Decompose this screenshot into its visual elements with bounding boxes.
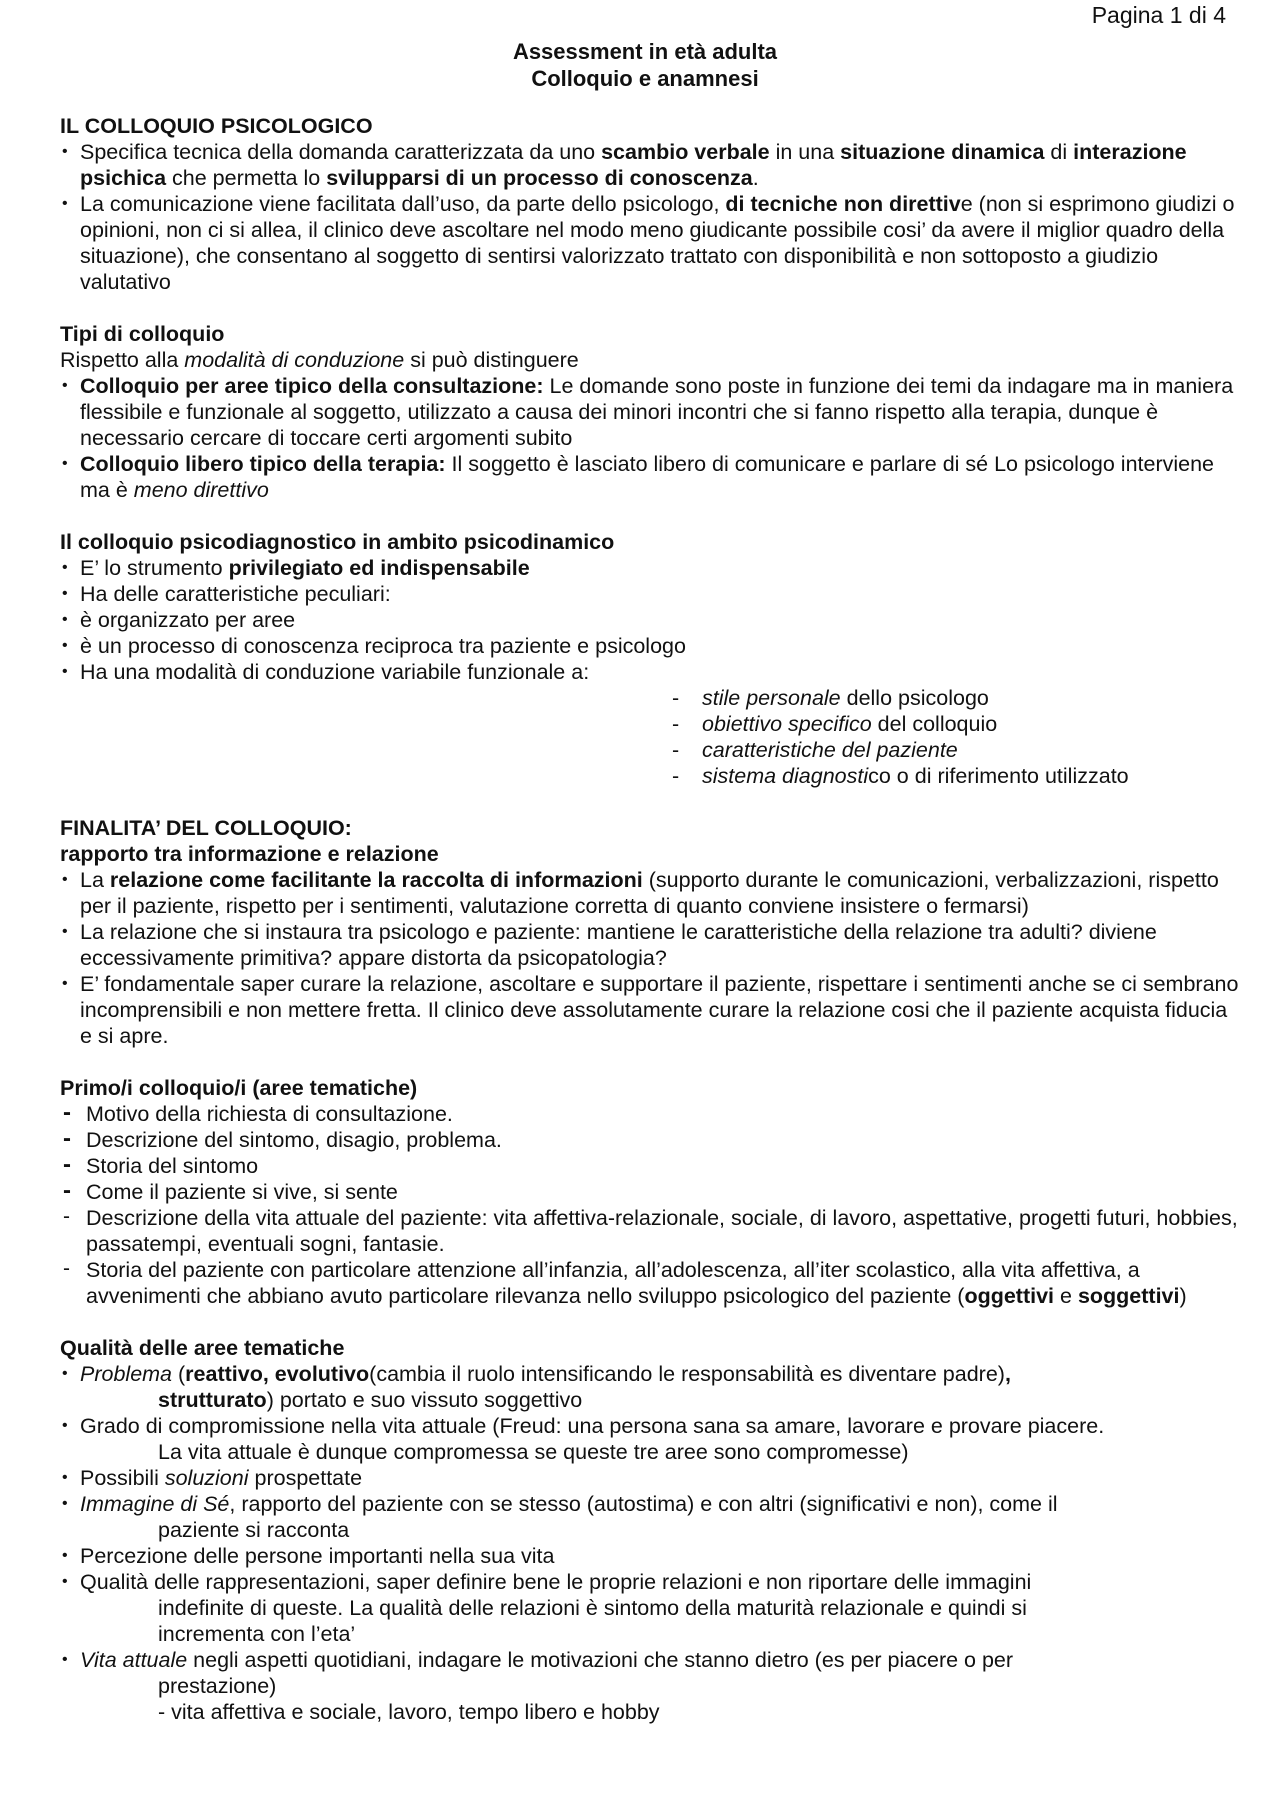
dash-list	[60, 1101, 1240, 1205]
list-item: • è un processo di conoscenza reciproca tra paziente e psicologo	[60, 633, 1240, 659]
list-item: - Storia del sintomo	[60, 1153, 1240, 1179]
section-intro: Rispetto alla modalità di conduzione si può distinguere	[60, 348, 579, 372]
dash-list	[60, 1205, 1240, 1309]
title-line-2: Colloquio e anamnesi	[531, 66, 759, 91]
bullet-list	[60, 555, 1240, 607]
document-body	[60, 113, 1240, 1725]
section-heading-finalita: FINALITA’ DEL COLLOQUIO:	[60, 816, 352, 840]
list-item: • La relazione come facilitante la raccolta di informazioni (supporto durante le comunicazioni, verbalizzazioni, rispetto per il paziente, rispetto per i sentimenti, valutazione corretta di quanto conviene insistere o fermarsi)	[60, 867, 1240, 919]
list-item: • La relazione che si instaura tra psicologo e paziente: mantiene le caratteristiche della relazione tra adulti? diviene eccessivamente primitiva? appare distorta da psicopatologia?	[60, 919, 1240, 971]
list-item: - obiettivo specifico del colloquio	[672, 711, 1240, 737]
title-line-1: Assessment in età adulta	[512, 39, 778, 64]
document-title	[0, 38, 1280, 92]
section-heading-colloquio-psicodiagnostico: Il colloquio psicodiagnostico in ambito psicodinamico	[60, 530, 615, 554]
list-item: • E’ fondamentale saper curare la relazione, ascoltare e supportare il paziente, rispettare i sentimenti anche se ci sembrano incomprensibili e non mettere fretta. Il clinico deve assolutamente curare la relazione cosi che il paziente acquista fiducia e si apre.	[60, 971, 1240, 1049]
bullet-list	[60, 373, 1240, 503]
list-item: • Possibili soluzioni prospettate	[60, 1465, 1240, 1491]
list-item: - Come il paziente si vive, si sente	[60, 1179, 1240, 1205]
nested-bullet-list	[60, 607, 1240, 685]
list-item: - Motivo della richiesta di consultazione.	[60, 1101, 1240, 1127]
list-item: • Colloquio libero tipico della terapia: Il soggetto è lasciato libero di comunicare e parlare di sé Lo psicologo interviene ma è meno direttivo	[60, 451, 1240, 503]
list-item: • E’ lo strumento privilegiato ed indispensabile	[60, 555, 1240, 581]
dash-list	[672, 685, 1240, 789]
bullet-list	[60, 867, 1240, 1049]
list-item: • Immagine di Sé, rapporto del paziente con se stesso (autostima) e con altri (significativi e non), come il paziente si racconta	[60, 1491, 1240, 1543]
list-item: - sistema diagnostico o di riferimento utilizzato	[672, 763, 1240, 789]
section-heading-primo-colloquio: Primo/i colloquio/i (aree tematiche)	[60, 1076, 418, 1100]
list-item: - Descrizione della vita attuale del paziente: vita affettiva-relazionale, sociale, di lavoro, aspettative, progetti futuri, hobbies, passatempi, eventuali sogni, fantasie.	[60, 1205, 1240, 1257]
list-item: • Ha una modalità di conduzione variabile funzionale a:	[60, 659, 1240, 685]
list-item: • Grado di compromissione nella vita attuale (Freud: una persona sana sa amare, lavorare e provare piacere. La vita attuale è dunque compromessa se queste tre aree sono compromesse)	[60, 1413, 1240, 1465]
page-number: Pagina 1 di 4	[1091, 2, 1226, 28]
section-heading-tipi-di-colloquio: Tipi di colloquio	[60, 322, 225, 346]
list-item: • Qualità delle rappresentazioni, saper definire bene le proprie relazioni e non riportare delle immagini indefinite di queste. La qualità delle relazioni è sintomo della maturità relazionale e quindi si incrementa con l’eta’	[60, 1569, 1240, 1647]
bullet-list	[60, 139, 1240, 295]
list-item: - Descrizione del sintomo, disagio, problema.	[60, 1127, 1240, 1153]
list-item: • Problema (reattivo, evolutivo(cambia il ruolo intensificando le responsabilità es diventare padre), strutturato) portato e suo vissuto soggettivo	[60, 1361, 1240, 1413]
list-item: - caratteristiche del paziente	[672, 737, 1240, 763]
list-item: - Storia del paziente con particolare attenzione all’infanzia, all’adolescenza, all’iter scolastico, alla vita affettiva, a avvenimenti che abbiano avuto particolare rilevanza nello sviluppo psicologico del paziente (oggettivi e soggettivi)	[60, 1257, 1240, 1309]
list-item: • Percezione delle persone importanti nella sua vita	[60, 1543, 1240, 1569]
list-item: • La comunicazione viene facilitata dall’uso, da parte dello psicologo, di tecniche non direttive (non si esprimono giudizi o opinioni, non ci si allea, il clinico deve ascoltare nel modo meno giudicante possibile cosi’ da avere il miglior quadro della situazione), che consentano al soggetto di sentirsi valorizzato trattato con disponibilità e non sottoposto a giudizio valutativo	[60, 191, 1240, 295]
list-item: - stile personale dello psicologo	[672, 685, 1240, 711]
list-item: • Colloquio per aree tipico della consultazione: Le domande sono poste in funzione dei temi da indagare ma in maniera flessibile e funzionale al soggetto, utilizzato a causa dei minori incontri che si fanno rispetto alla terapia, dunque è necessario cercare di toccare certi argomenti subito	[60, 373, 1240, 451]
section-subheading: rapporto tra informazione e relazione	[60, 842, 439, 866]
list-item: • Vita attuale negli aspetti quotidiani, indagare le motivazioni che stanno dietro (es per piacere o per prestazione) - vita affettiva e sociale, lavoro, tempo libero e hobby	[60, 1647, 1240, 1725]
section-heading-colloquio-psicologico: IL COLLOQUIO PSICOLOGICO	[60, 114, 373, 138]
bullet-list	[60, 1361, 1240, 1725]
list-item: • Ha delle caratteristiche peculiari:	[60, 581, 1240, 607]
list-item: • è organizzato per aree	[60, 607, 1240, 633]
list-item: • Specifica tecnica della domanda caratterizzata da uno scambio verbale in una situazione dinamica di interazione psichica che permetta lo svilupparsi di un processo di conoscenza.	[60, 139, 1240, 191]
section-heading-qualita: Qualità delle aree tematiche	[60, 1336, 345, 1360]
